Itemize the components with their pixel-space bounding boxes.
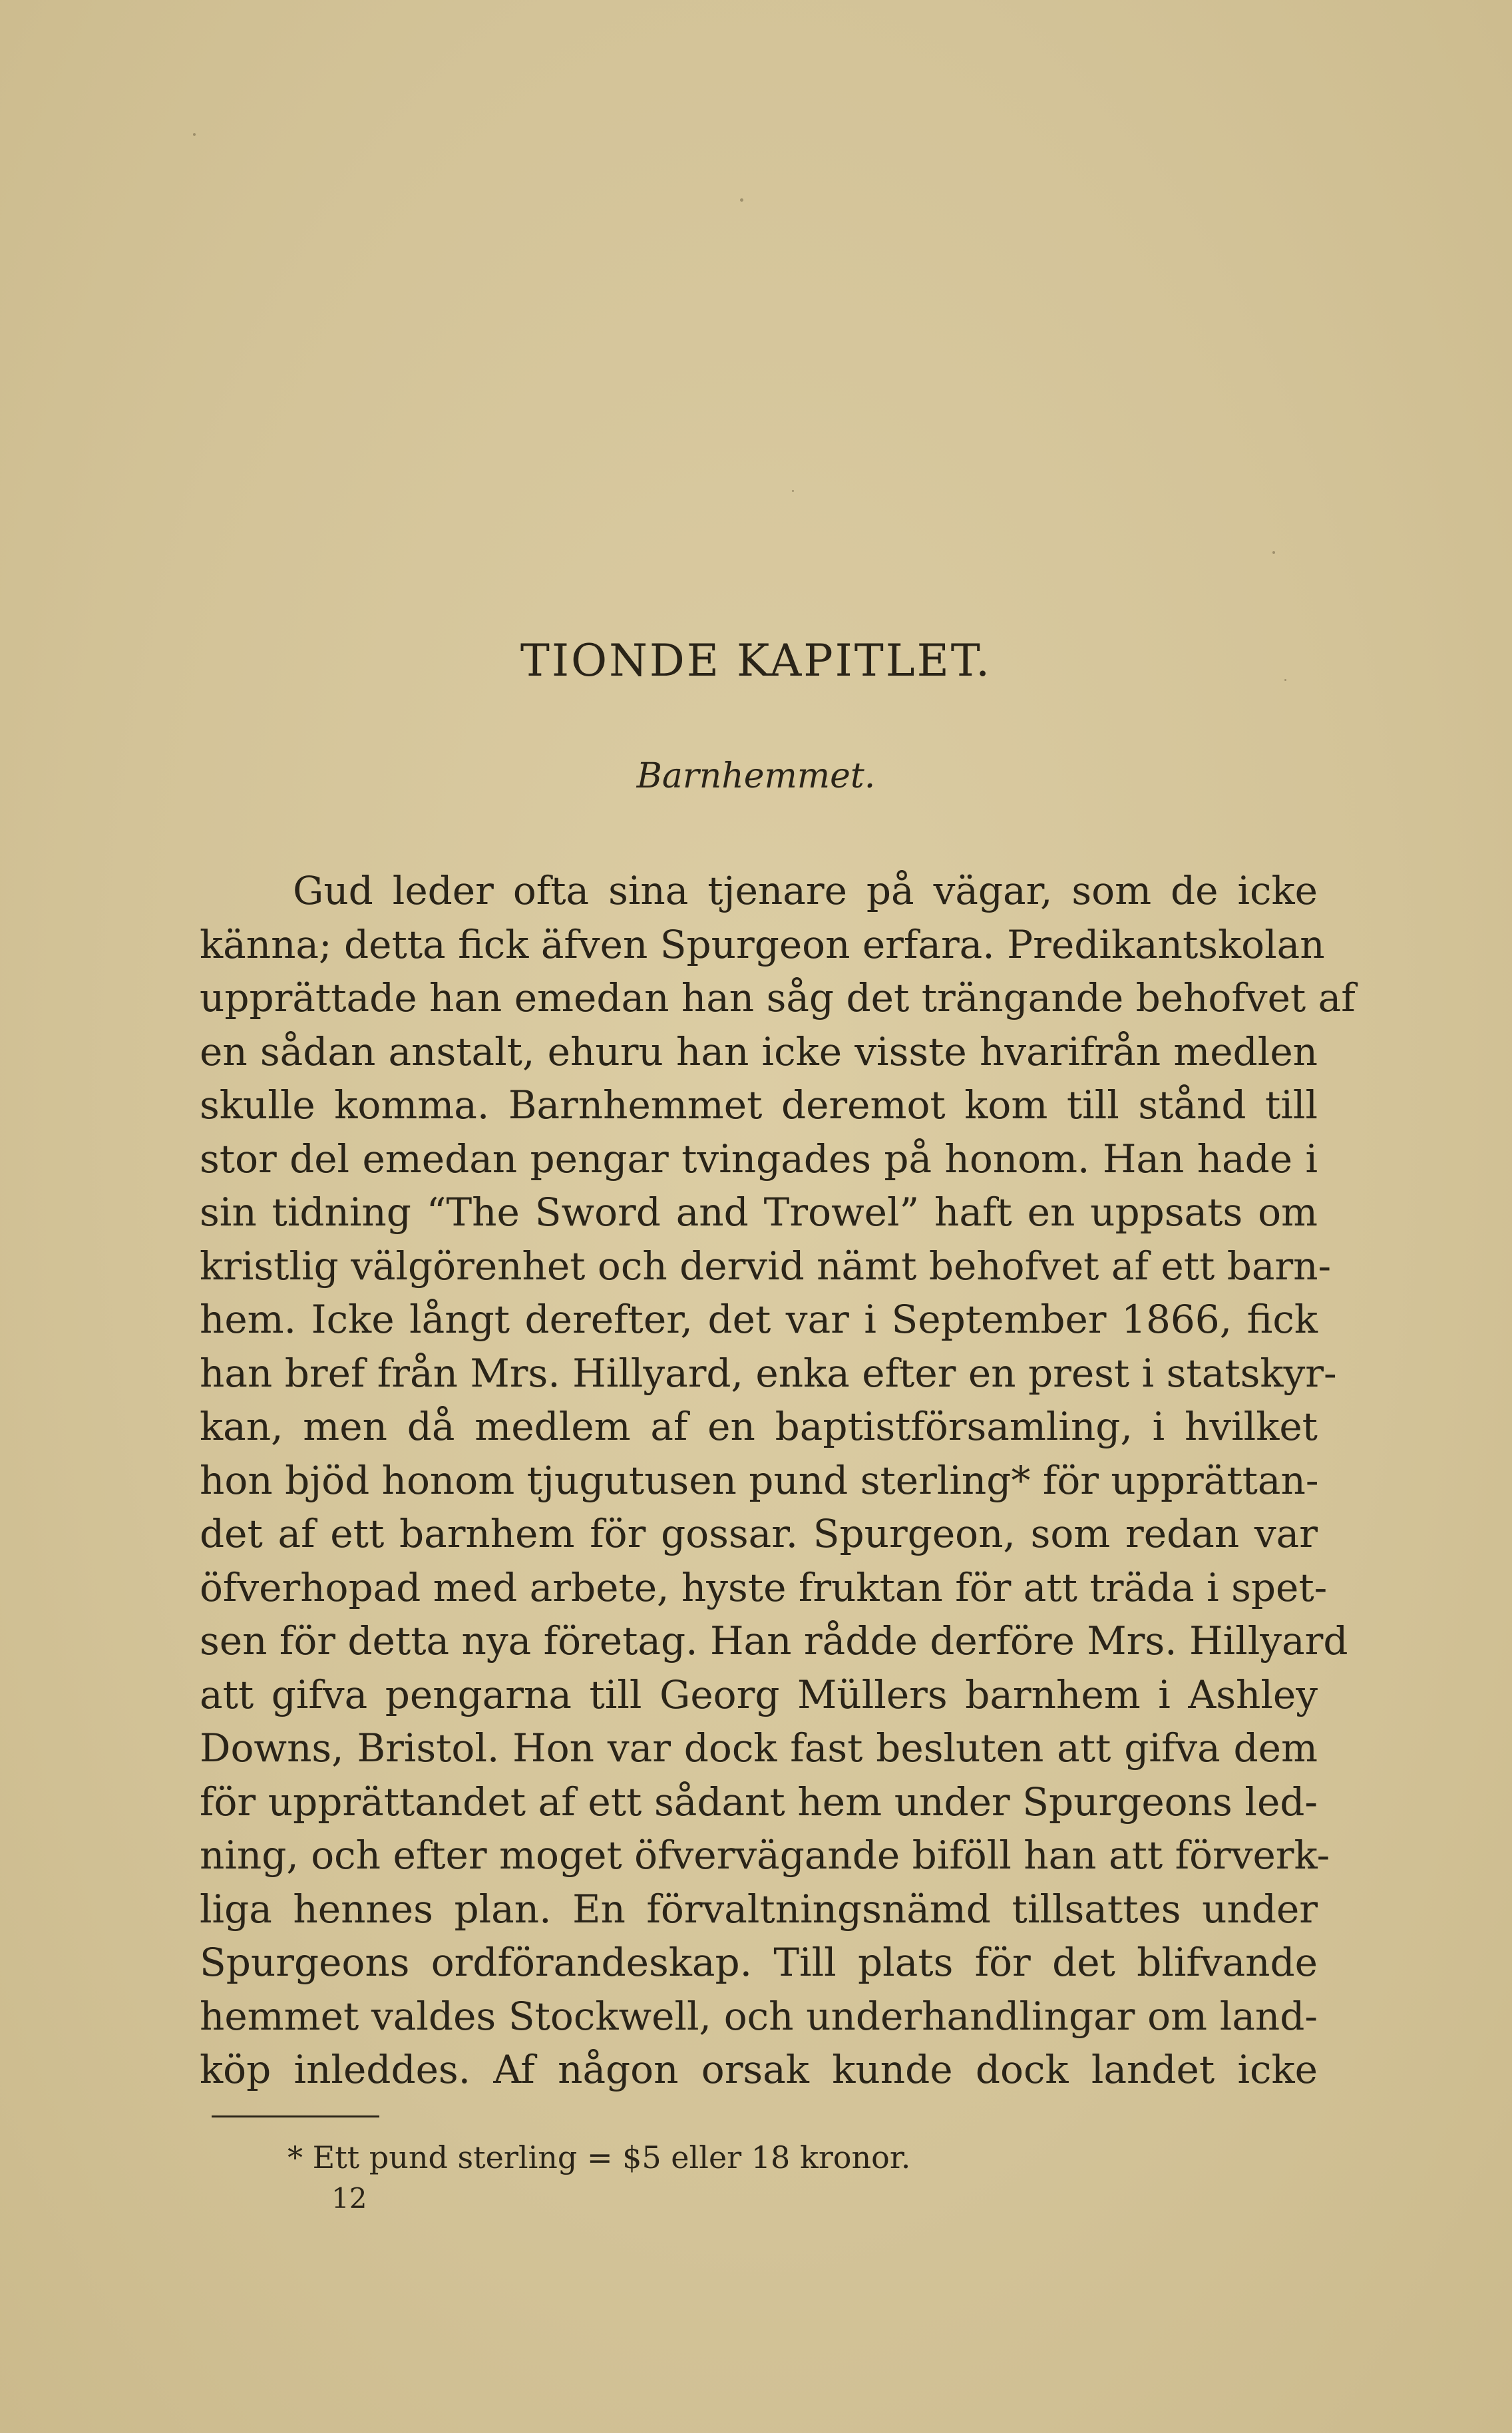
text-line: stor del emedan pengar tvingades på honom. Han hade i [200,1136,1318,1182]
paper-speck [1272,551,1275,554]
text-line: för upprättandet af ett sådant hem under Spurgeons led- [200,1779,1318,1825]
signature-mark: 12 [331,2182,367,2215]
text-line: Gud leder ofta sina tjenare på vägar, som de icke [293,868,1318,913]
paper-speck [792,490,794,492]
text-line: en sådan anstalt, ehuru han icke visste hvarifrån medlen [200,1028,1318,1074]
paper-speck [193,133,196,136]
text-line: hemmet valdes Stockwell, och underhandlingar om land- [200,1993,1318,2039]
text-line: hem. Icke långt derefter, det var i September 1866, fick [200,1297,1318,1342]
text-line: kristlig välgörenhet och dervid nämt behofvet af ett barn- [200,1243,1332,1289]
chapter-subtitle: Barnhemmet. [636,756,876,796]
text-line: Downs, Bristol. Hon var dock fast besluten att gifva dem [200,1725,1318,1771]
text-line: att gifva pengarna till Georg Müllers barnhem i Ashley [200,1671,1318,1717]
text-line: liga hennes plan. En förvaltningsnämd tillsattes under [200,1886,1318,1932]
text-line: han bref från Mrs. Hillyard, enka efter en prest i statskyr- [200,1350,1337,1396]
text-line: sen för detta nya företag. Han rådde derföre Mrs. Hillyard [200,1618,1348,1663]
text-line: kan, men då medlem af en baptistförsamling, i hvilket [200,1404,1318,1449]
text-line: skulle komma. Barnhemmet deremot kom till stånd till [200,1082,1318,1128]
chapter-title: TIONDE KAPITLET. [520,635,992,686]
text-line: hon bjöd honom tjugutusen pund sterling* för upprättan- [200,1457,1319,1503]
text-line: känna; detta fick äfven Spurgeon erfara. Predikantskolan [200,921,1325,967]
paper-speck [740,198,743,202]
text-line: Spurgeons ordförandeskap. Till plats för det blifvande [200,1940,1318,1985]
footnote: * Ett pund sterling = $5 eller 18 kronor. [287,2139,911,2175]
text-line: ning, och efter moget öfvervägande biföll han att förverk- [200,1833,1330,1878]
footnote-divider [212,2115,379,2117]
text-line: köp inleddes. Af någon orsak kunde dock landet icke [200,2047,1318,2092]
text-line: det af ett barnhem för gossar. Spurgeon, som redan var [200,1511,1318,1556]
text-line: öfverhopad med arbete, hyste fruktan för att träda i spet- [200,1564,1328,1610]
body-text [200,864,1356,2097]
text-line: sin tidning “The Sword and Trowel” haft en uppsats om [200,1190,1318,1235]
text-line: upprättade han emedan han såg det trängande behofvet af [200,975,1356,1020]
